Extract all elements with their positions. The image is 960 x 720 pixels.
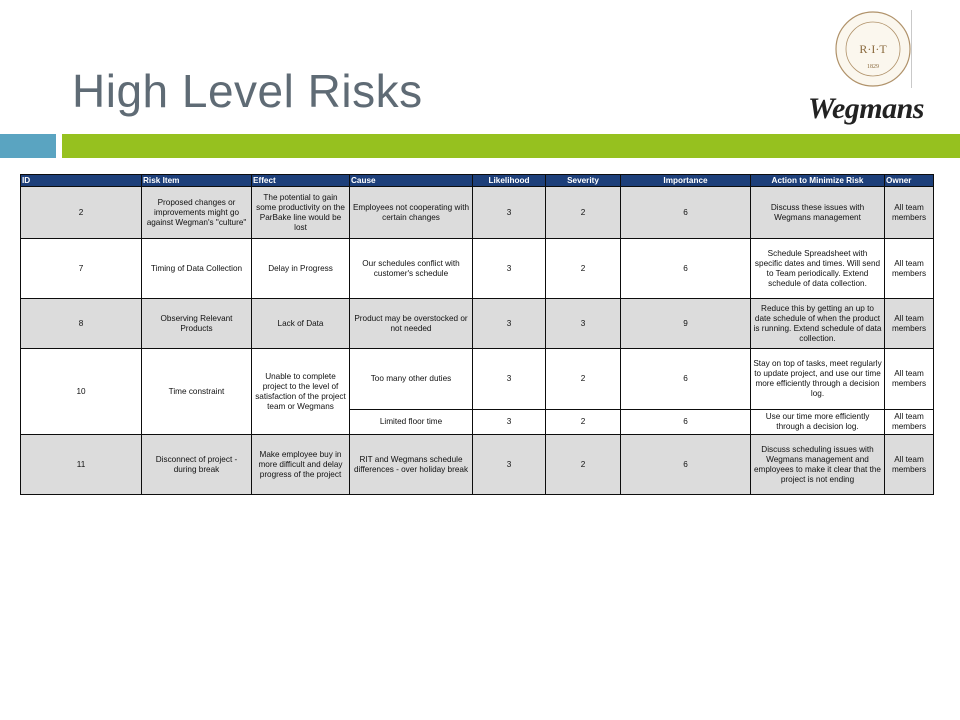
header-cause: Cause: [350, 175, 473, 187]
cell-effect: Unable to complete project to the level of satisfaction of the project team or Wegmans: [252, 349, 350, 435]
cell-action: Schedule Spreadsheet with specific dates and times. Will send to Team periodically. Extend schedule of data collection.: [751, 239, 885, 299]
table-row: [21, 349, 934, 410]
accent-bar-green: [62, 134, 960, 158]
header-risk-item: Risk Item: [142, 175, 252, 187]
cell-action: Discuss these issues with Wegmans management: [751, 187, 885, 239]
seal-text: R·I·T: [859, 42, 887, 56]
cell-id: 7: [21, 239, 142, 299]
cell-importance: 6: [621, 435, 751, 495]
cell-action: Use our time more efficiently through a decision log.: [751, 410, 885, 435]
cell-cause: Employees not cooperating with certain changes: [350, 187, 473, 239]
cell-severity: 2: [546, 410, 621, 435]
cell-owner: All team members: [885, 410, 934, 435]
accent-bar-blue: [0, 134, 56, 158]
cell-likelihood: 3: [473, 410, 546, 435]
cell-risk-item: Proposed changes or improvements might go against Wegman's "culture": [142, 187, 252, 239]
cell-action: Stay on top of tasks, meet regularly to update project, and use our time more efficiently through a decision log.: [751, 349, 885, 410]
header-likelihood: Likelihood: [473, 175, 546, 187]
cell-risk-item: Time constraint: [142, 349, 252, 435]
cell-importance: 6: [621, 349, 751, 410]
cell-id: 2: [21, 187, 142, 239]
table-row: [21, 435, 934, 495]
cell-risk-item: Disconnect of project - during break: [142, 435, 252, 495]
cell-severity: 2: [546, 435, 621, 495]
cell-risk-item: Timing of Data Collection: [142, 239, 252, 299]
seal-year: 1829: [867, 64, 879, 70]
cell-owner: All team members: [885, 239, 934, 299]
cell-importance: 6: [621, 239, 751, 299]
cell-cause: Limited floor time: [350, 410, 473, 435]
cell-cause: Our schedules conflict with customer's schedule: [350, 239, 473, 299]
cell-action: Reduce this by getting an up to date schedule of when the product is running. Extend schedule of data collection.: [751, 299, 885, 349]
cell-importance: 6: [621, 187, 751, 239]
cell-owner: All team members: [885, 187, 934, 239]
logo-divider: [911, 10, 912, 88]
wegmans-logo: Wegmans: [808, 92, 924, 125]
cell-severity: 2: [546, 349, 621, 410]
cell-importance: 6: [621, 410, 751, 435]
header-severity: Severity: [546, 175, 621, 187]
cell-cause: Too many other duties: [350, 349, 473, 410]
cell-action: Discuss scheduling issues with Wegmans management and employees to make it clear that the project is not ending: [751, 435, 885, 495]
cell-severity: 2: [546, 187, 621, 239]
header-id: ID: [21, 175, 142, 187]
cell-effect: Make employee buy in more difficult and delay progress of the project: [252, 435, 350, 495]
cell-likelihood: 3: [473, 299, 546, 349]
table-row: [21, 239, 934, 299]
cell-severity: 3: [546, 299, 621, 349]
cell-severity: 2: [546, 239, 621, 299]
slide-title: High Level Risks: [72, 65, 423, 117]
cell-risk-item: Observing Relevant Products: [142, 299, 252, 349]
cell-owner: All team members: [885, 349, 934, 410]
cell-cause: RIT and Wegmans schedule differences - over holiday break: [350, 435, 473, 495]
risk-table: [20, 174, 934, 495]
header-owner: Owner: [885, 175, 934, 187]
cell-likelihood: 3: [473, 187, 546, 239]
cell-effect: Delay in Progress: [252, 239, 350, 299]
header-action: Action to Minimize Risk: [751, 175, 885, 187]
header-importance: Importance: [621, 175, 751, 187]
table-row: [21, 187, 934, 239]
cell-owner: All team members: [885, 299, 934, 349]
cell-id: 8: [21, 299, 142, 349]
cell-cause: Product may be overstocked or not needed: [350, 299, 473, 349]
cell-importance: 9: [621, 299, 751, 349]
table-header-row: [21, 175, 934, 187]
cell-effect: The potential to gain some productivity on the ParBake line would be lost: [252, 187, 350, 239]
cell-owner: All team members: [885, 435, 934, 495]
table-row: [21, 299, 934, 349]
cell-likelihood: 3: [473, 349, 546, 410]
header-effect: Effect: [252, 175, 350, 187]
cell-id: 10: [21, 349, 142, 435]
rit-seal-logo: [834, 10, 912, 88]
cell-likelihood: 3: [473, 239, 546, 299]
cell-id: 11: [21, 435, 142, 495]
cell-effect: Lack of Data: [252, 299, 350, 349]
cell-likelihood: 3: [473, 435, 546, 495]
